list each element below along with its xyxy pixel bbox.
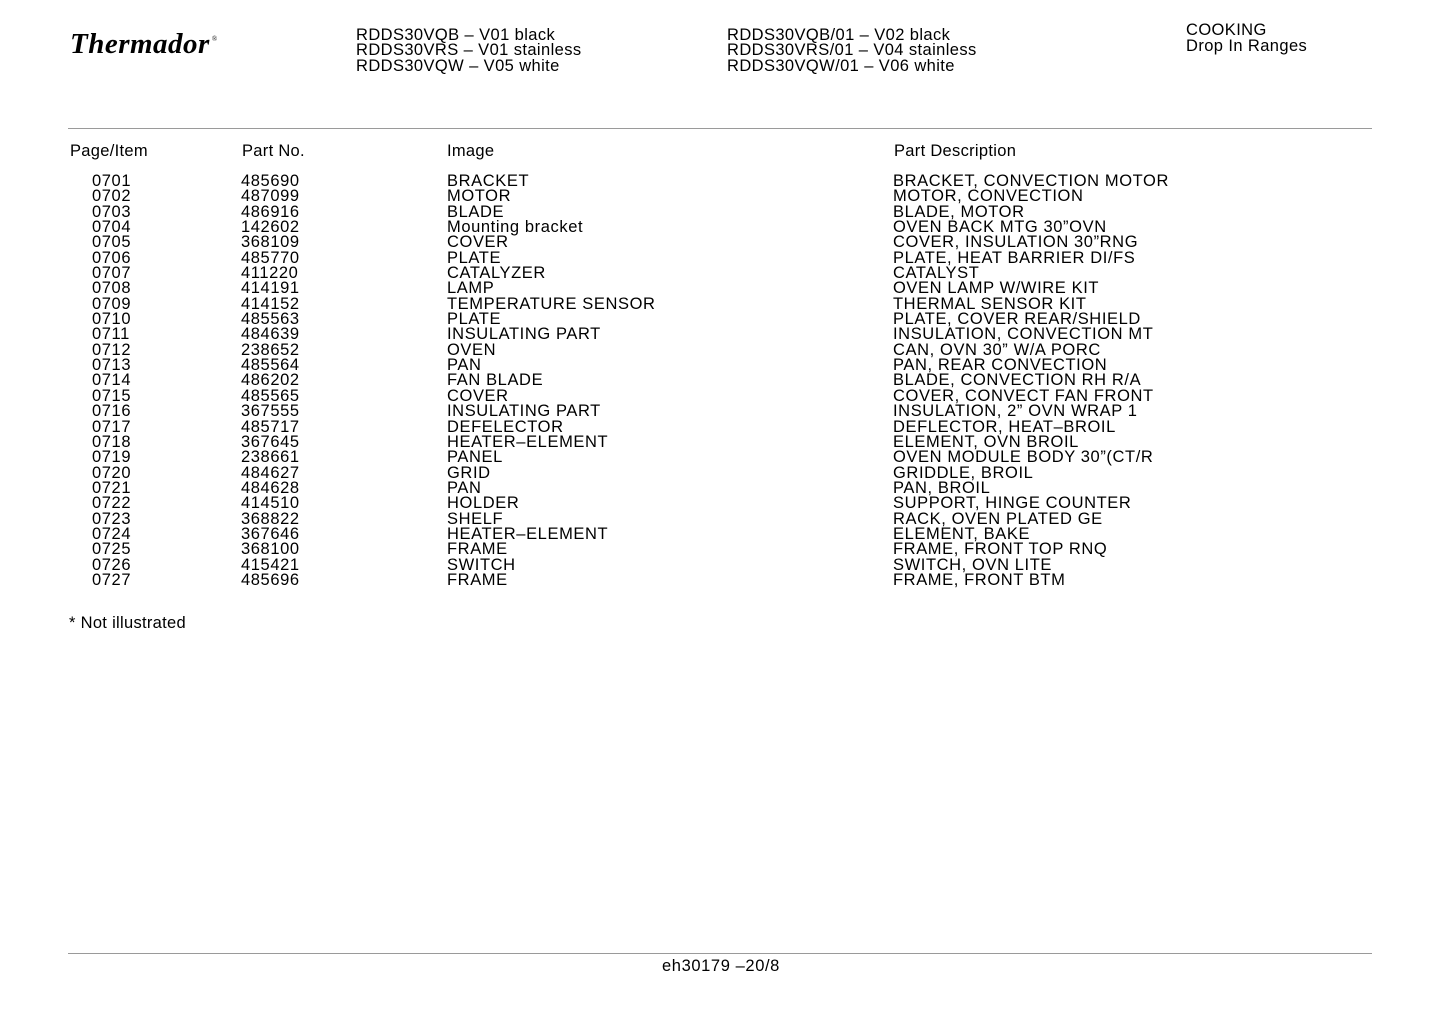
item-number: 0708 (92, 279, 132, 298)
part-number: 485690 (241, 172, 300, 190)
item-number: 0709 (92, 294, 132, 313)
table-row (0, 220, 1442, 235)
table-row (0, 235, 1442, 250)
model-line: RDDS30VQW – V05 white (356, 56, 560, 75)
header-divider (68, 128, 1372, 129)
image-label: Mounting bracket (447, 218, 584, 237)
part-number: 238652 (241, 340, 300, 359)
part-number: 367645 (241, 432, 300, 451)
brand-name: Thermador (70, 28, 210, 60)
part-number: 486916 (241, 202, 300, 221)
part-description: BLADE, CONVECTION RH R/A (893, 371, 1142, 390)
table-row (0, 450, 1442, 465)
item-number: 0712 (92, 340, 132, 359)
table-row (0, 496, 1442, 511)
item-number: 0707 (92, 264, 132, 283)
table-row (0, 312, 1442, 327)
part-number: 485696 (241, 570, 300, 589)
image-label: BRACKET (447, 172, 530, 190)
item-number: 0704 (92, 218, 132, 237)
item-number: 0717 (92, 417, 132, 436)
part-description: THERMAL SENSOR KIT (893, 294, 1087, 313)
part-description: DEFLECTOR, HEAT–BROIL (893, 417, 1116, 436)
table-row (0, 281, 1442, 296)
item-number: 0719 (92, 448, 132, 467)
image-label: BLADE (447, 202, 505, 221)
image-label: LAMP (447, 279, 495, 298)
part-description: COVER, CONVECT FAN FRONT (893, 386, 1154, 405)
item-number: 0711 (92, 325, 130, 344)
table-row (0, 373, 1442, 388)
part-description: ELEMENT, BAKE (893, 524, 1031, 543)
part-number: 414191 (241, 279, 300, 298)
part-number: 484628 (241, 478, 300, 497)
part-description: RACK, OVEN PLATED GE (893, 509, 1103, 528)
brand-logo (70, 30, 218, 59)
part-description: SUPPORT, HINGE COUNTER (893, 494, 1132, 513)
image-label: FRAME (447, 540, 508, 559)
item-number: 0724 (92, 524, 132, 543)
category-title: COOKING (1186, 21, 1267, 39)
image-label: INSULATING PART (447, 402, 601, 421)
model-line: RDDS30VQB – V01 black (356, 26, 556, 44)
part-description: CAN, OVN 30” W/A PORC (893, 340, 1101, 359)
part-number: 415421 (241, 555, 300, 574)
table-row (0, 542, 1442, 557)
table-row (0, 555, 1442, 574)
part-number: 367646 (241, 524, 300, 543)
part-description: OVEN LAMP W/WIRE KIT (893, 279, 1100, 298)
image-label: PLATE (447, 310, 502, 329)
item-number: 0701 (92, 172, 132, 190)
item-number: 0714 (92, 371, 132, 390)
image-label: OVEN (447, 340, 497, 359)
part-description: GRIDDLE, BROIL (893, 463, 1034, 482)
table-row (0, 248, 1442, 267)
image-label: PAN (447, 478, 482, 497)
table-row (0, 463, 1442, 482)
column-header-description: Part Description (894, 142, 1017, 160)
part-number: 485770 (241, 248, 300, 267)
item-number: 0726 (92, 555, 132, 574)
item-number: 0721 (92, 478, 132, 497)
part-description: FRAME, FRONT BTM (893, 570, 1066, 589)
part-number: 484639 (241, 325, 300, 344)
item-number: 0705 (92, 233, 132, 252)
part-description: BRACKET, CONVECTION MOTOR (893, 172, 1169, 190)
part-number: 238661 (241, 448, 300, 467)
item-number: 0725 (92, 540, 132, 559)
table-row (0, 174, 1442, 189)
image-label: PANEL (447, 448, 503, 467)
table-row (0, 189, 1442, 204)
table-row (0, 404, 1442, 419)
part-description: MOTOR, CONVECTION (893, 187, 1084, 206)
item-number: 0718 (92, 432, 132, 451)
table-row (0, 266, 1442, 281)
part-number: 485717 (241, 417, 300, 436)
part-number: 367555 (241, 402, 300, 421)
image-label: CATALYZER (447, 264, 546, 283)
image-label: HEATER–ELEMENT (447, 524, 609, 543)
image-label: INSULATING PART (447, 325, 601, 344)
table-row (0, 524, 1442, 543)
part-number: 484627 (241, 463, 300, 482)
image-label: COVER (447, 233, 509, 252)
model-line: RDDS30VQW/01 – V06 white (727, 56, 955, 75)
part-number: 411220 (241, 264, 299, 283)
table-row (0, 340, 1442, 359)
part-description: PLATE, COVER REAR/SHIELD (893, 310, 1141, 329)
model-line: RDDS30VRS – V01 stainless (356, 41, 582, 60)
table-row (0, 509, 1442, 528)
model-list-right (727, 28, 977, 74)
part-number: 368822 (241, 509, 300, 528)
category-subtitle: Drop In Ranges (1186, 36, 1308, 55)
table-row (0, 327, 1442, 342)
part-number: 414152 (241, 294, 300, 313)
part-description: CATALYST (893, 264, 980, 283)
item-number: 0715 (92, 386, 132, 405)
part-number: 487099 (241, 187, 300, 206)
part-description: FRAME, FRONT TOP RNQ (893, 540, 1108, 559)
part-number: 485563 (241, 310, 300, 329)
table-row (0, 417, 1442, 436)
image-label: COVER (447, 386, 509, 405)
column-header-image: Image (447, 142, 495, 160)
part-number: 485564 (241, 356, 300, 375)
table-row (0, 386, 1442, 405)
table-row (0, 432, 1442, 451)
image-label: HEATER–ELEMENT (447, 432, 609, 451)
document-code: eh30179 –20/8 (662, 957, 780, 975)
part-number: 368109 (241, 233, 300, 252)
table-row (0, 358, 1442, 373)
table-row (0, 570, 1442, 589)
footnote: * Not illustrated (69, 614, 186, 632)
image-label: FAN BLADE (447, 371, 544, 390)
part-number: 485565 (241, 386, 300, 405)
footer-divider (68, 953, 1372, 954)
trademark-mark: ® (211, 35, 218, 43)
image-label: TEMPERATURE SENSOR (447, 294, 656, 313)
part-description: BLADE, MOTOR (893, 202, 1025, 221)
part-description: OVEN MODULE BODY 30”(CT/R (893, 448, 1154, 467)
part-number: 486202 (241, 371, 300, 390)
part-description: INSULATION, 2” OVN WRAP 1 (893, 402, 1138, 421)
item-number: 0722 (92, 494, 132, 513)
part-description: COVER, INSULATION 30”RNG (893, 233, 1139, 252)
part-number: 368100 (241, 540, 300, 559)
image-label: MOTOR (447, 187, 512, 206)
part-number: 142602 (241, 218, 300, 237)
image-label: PLATE (447, 248, 502, 267)
column-header-part-no: Part No. (242, 142, 305, 160)
table-row (0, 202, 1442, 221)
table-row (0, 294, 1442, 313)
item-number: 0710 (92, 310, 132, 329)
category-block (1186, 23, 1307, 54)
column-header-item: Page/Item (70, 142, 148, 160)
item-number: 0720 (92, 463, 132, 482)
parts-table (0, 174, 1442, 588)
model-line: RDDS30VQB/01 – V02 black (727, 26, 951, 44)
table-row (0, 478, 1442, 497)
model-line: RDDS30VRS/01 – V04 stainless (727, 41, 977, 60)
item-number: 0727 (92, 570, 132, 589)
item-number: 0716 (92, 402, 132, 421)
item-number: 0706 (92, 248, 132, 267)
image-label: DEFELECTOR (447, 417, 564, 436)
part-number: 414510 (241, 494, 300, 513)
part-description: OVEN BACK MTG 30”OVN (893, 218, 1107, 237)
item-number: 0713 (92, 356, 132, 375)
part-description: SWITCH, OVN LITE (893, 555, 1053, 574)
image-label: SHELF (447, 509, 504, 528)
part-description: PAN, BROIL (893, 478, 991, 497)
image-label: SWITCH (447, 555, 516, 574)
item-number: 0723 (92, 509, 132, 528)
image-label: HOLDER (447, 494, 520, 513)
part-description: INSULATION, CONVECTION MT (893, 325, 1154, 344)
item-number: 0703 (92, 202, 132, 221)
image-label: GRID (447, 463, 491, 482)
image-label: FRAME (447, 570, 508, 589)
part-description: ELEMENT, OVN BROIL (893, 432, 1079, 451)
part-description: PLATE, HEAT BARRIER DI/FS (893, 248, 1136, 267)
item-number: 0702 (92, 187, 132, 206)
part-description: PAN, REAR CONVECTION (893, 356, 1108, 375)
image-label: PAN (447, 356, 482, 375)
model-list-left (356, 28, 582, 74)
